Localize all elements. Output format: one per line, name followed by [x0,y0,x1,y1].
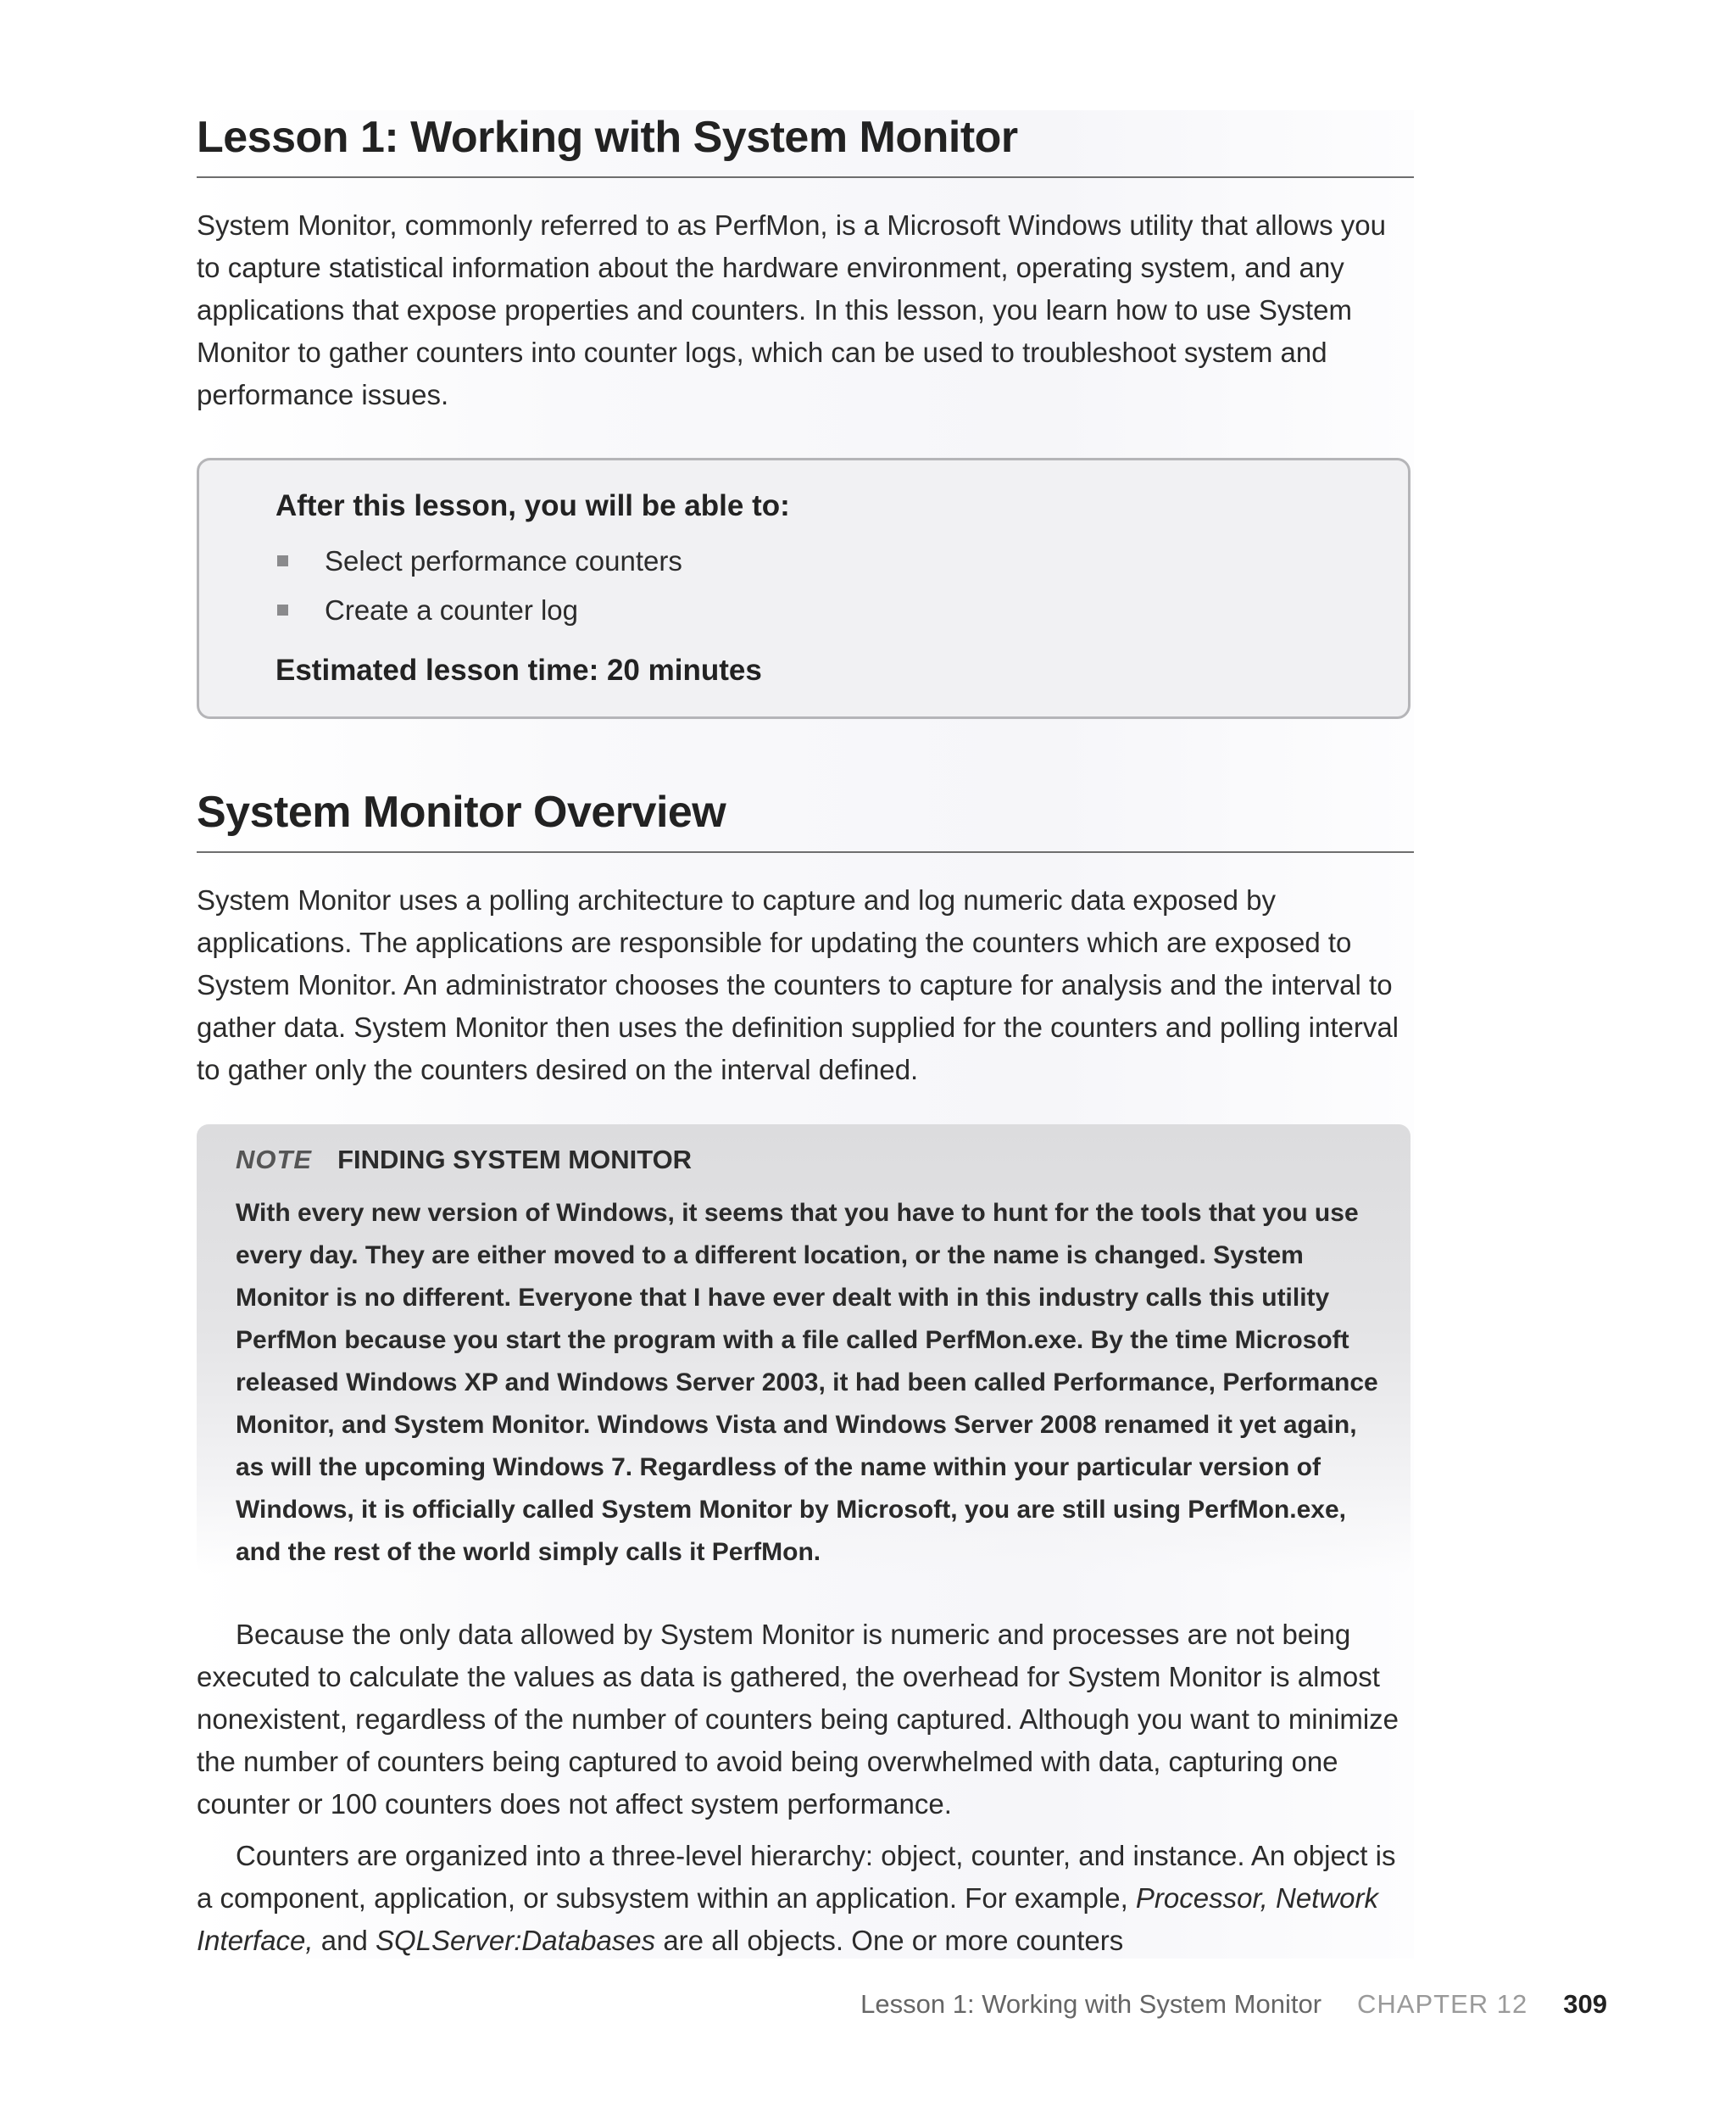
body-paragraph-2: Because the only data allowed by System Monitor is numeric and processes are not being executed to calculate the values as data is gathered, the overhead for System Monitor is almost nonexistent, regardless of the number of counters being captured. Although you want to minimize the number of counters being captured to avoid being overwhelmed with data, capturing one counter or 100 counters does not affect system performance. [197,1619,1399,1820]
para3-text-a: Counters are organized into a three-level hierarchy: object, counter, and instance. An object is a component, application, or subsystem within an application. For example, [197,1840,1396,1914]
note-body: With every new version of Windows, it seems that you have to hunt for the tools that you use every day. They are either moved to a different location, or the name is changed. System Monitor is no different. Everyone that I have ever dealt with in this industry calls this utility PerfMon because you start the program with a file called PerfMon.exe. By the time Microsoft released Windows XP and Windows Server 2003, it had been called Performance, Performance Monitor, and System Monitor. Windows Vista and Windows Server 2008 renamed it yet again, as will the upcoming Windows 7. Regardless of the name within your particular version of Windows, it is officially called System Monitor by Microsoft, you are still using PerfMon.exe, and the rest of the world simply calls it PerfMon. [236,1199,1378,1566]
para3-text-c: are all objects. One or more counters [655,1925,1124,1956]
note-box [197,1124,1410,1574]
square-bullet-icon [277,605,288,616]
objectives-heading: After this lesson, you will be able to: [275,489,790,522]
objective-item [275,586,682,635]
lesson-intro: System Monitor, commonly referred to as PerfMon, is a Microsoft Windows utility that allows you to capture statistical information about the hardware environment, operating system, and any applications that expose properties and counters. In this lesson, you learn how to use System Monitor to gather counters into counter logs, which can be used to troubleshoot system and performance issues. [197,209,1386,410]
para3-text-b: and [313,1925,376,1956]
footer-section: Lesson 1: Working with System Monitor [860,1989,1322,2019]
objective-text: Select performance counters [325,545,682,577]
note-heading [236,1145,692,1175]
body-paragraph-3 [197,1835,1414,1962]
objectives-list [275,537,682,635]
overview-paragraph: System Monitor uses a polling architecture to capture and log numeric data exposed by applications. The applications are responsible for updating the counters which are exposed to System Monitor. An administrator chooses the counters to capture for analysis and the interval to gather data. System Monitor then uses the definition supplied for the counters and polling interval to gather only the counters desired on the interval defined. [197,884,1399,1085]
note-title: FINDING SYSTEM MONITOR [337,1145,693,1174]
square-bullet-icon [277,555,288,566]
para3-emphasis-1: Processor, Network Interface, [197,1882,1379,1956]
footer-chapter: CHAPTER 12 [1357,1989,1528,2019]
section-title: System Monitor Overview [197,785,1414,853]
lesson-title: Lesson 1: Working with System Monitor [197,110,1414,178]
page-footer [860,1989,1607,2020]
objective-item [275,537,682,586]
objectives-box [197,458,1410,719]
page-number: 309 [1563,1989,1607,2019]
note-tag: NOTE [236,1145,313,1174]
objective-text: Create a counter log [325,594,579,626]
para3-emphasis-2: SQLServer:Databases [375,1925,656,1956]
estimated-time: Estimated lesson time: 20 minutes [275,654,762,687]
